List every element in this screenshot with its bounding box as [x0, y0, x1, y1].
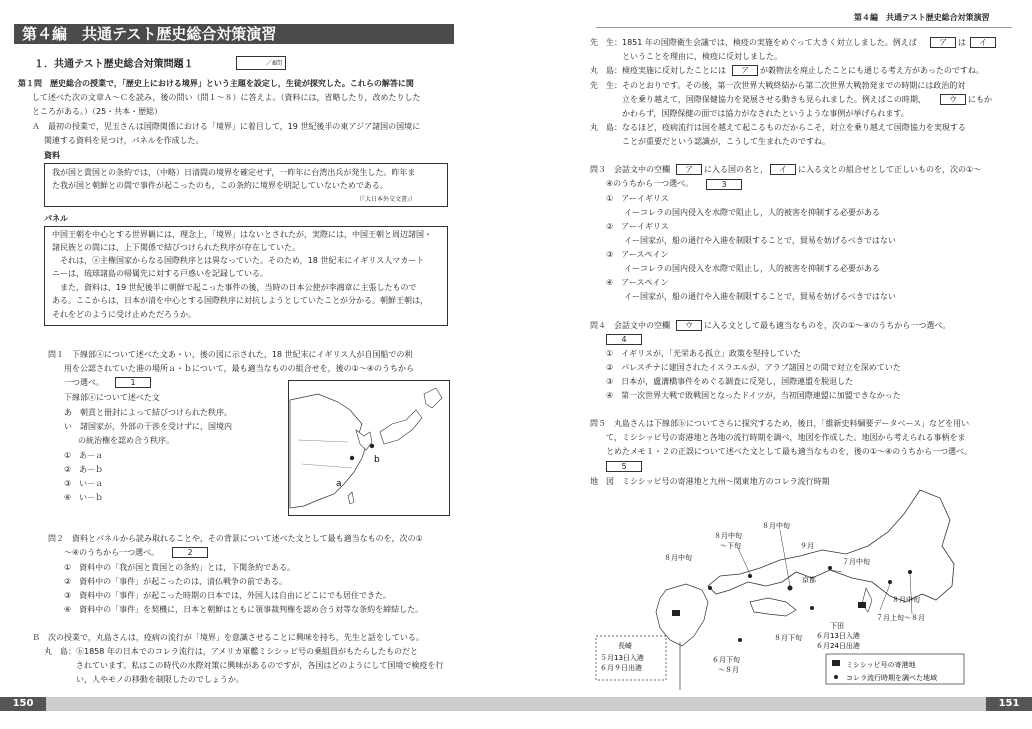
toi4-l1a: 問４ 会話文中の空欄: [590, 321, 670, 330]
dialog-ha: は: [958, 38, 966, 47]
panel-line5: また，資料は，19 世紀後半に朝鮮で起こった事件の後，当時の日本公使が李鴻章に主張したもので: [60, 283, 417, 292]
q1-line3: ところがある。）（25・共本・歴総）: [32, 107, 163, 116]
jmap-shimoda-in: ６月13日入港: [816, 632, 860, 640]
answer-box-5[interactable]: 5: [606, 461, 642, 472]
toi1-a: あ 朝貢と冊封によって結びつけられた秩序。: [64, 408, 232, 417]
jmap-aug-mid-se: ８月中旬: [892, 596, 920, 604]
toi3-l1a: 問３ 会話文中の空欄: [590, 165, 670, 174]
legend-area: コレラ流行時期を調べた地域: [846, 674, 937, 682]
toi5-line1: 問５ 丸島さんは下線部ⓑについてさらに探究するため，後日，「維新史料綱要データベース」などを用い: [590, 419, 970, 428]
jmap-kyoto: 京都: [802, 576, 816, 584]
dialog-m2b: ことが重要だという認識が，こうして生まれたのですね。: [622, 137, 830, 146]
partB-maru1: 丸 島：ⓑ1858 年の日本でのコレラ流行は，アメリカ軍艦ミシシッピ号の乗組員がもたらしたものだと: [44, 647, 418, 656]
shiryo-line2: た我が国と朝鮮との間で事件が起こったのも，この条約に境界を明記していないためである。: [52, 181, 388, 190]
toi2-opt4[interactable]: ④ 資料中の「事件」を契機に，日本と朝鮮はともに領事裁判権を認め合う対等な条約を締結した。: [64, 605, 424, 614]
panel-line4: ニーは，琉球諸島の帰属先に対する戸惑いを記録している。: [52, 269, 268, 278]
toi3-l2: ④のうちから一つ選べ。: [606, 179, 694, 188]
chapter-title: 第４編 共通テスト歴史総合対策演習: [14, 24, 454, 44]
toi4-opt2[interactable]: ② パレスチナに建国されたイスラエルが，アラブ諸国との間で対立を深めていた: [606, 363, 901, 372]
a-line2: 関連する資料を見つけ，パネルを作成した。: [44, 136, 204, 145]
toi1-opt2[interactable]: ② あ－ｂ: [64, 465, 104, 474]
toi3-opt1[interactable]: ① アーイギリス: [606, 194, 669, 203]
toi3-opt3[interactable]: ③ アースペイン: [606, 250, 669, 259]
toi4-blank-u: ウ: [676, 320, 702, 331]
toi3-blank-i: イ: [770, 164, 796, 175]
toi3-opt4[interactable]: ④ アースペイン: [606, 278, 669, 287]
page-bar-right: [516, 697, 986, 711]
toi1-line1: 問１ 下線部ⓐについて述べた文あ・い，後の図に示された，18 世紀末にイギリス人が自国船での利: [48, 350, 413, 359]
toi1-line3: 一つ選べ。: [64, 378, 104, 387]
jmap-ge: ～下旬: [720, 542, 741, 550]
panel-label: パネル: [44, 214, 68, 223]
blank-u: ウ: [940, 94, 966, 105]
shiryo-source: （『大日本外交文書』）: [356, 196, 417, 203]
toi1-opt4[interactable]: ④ い－ｂ: [64, 493, 104, 502]
page-number-left: 150: [0, 697, 46, 711]
partB-maru2: されています。私はこの時代の水際対策に興味があるのですが，各国はどのようにして国境で検疫を行: [76, 661, 444, 670]
dialog-s2a: 先 生：そのとおりです。その後，第一次世界大戦終結から第二次世界大戦勃発までの時期には政治的対: [590, 81, 966, 90]
jmap-sep: ９月: [800, 542, 814, 550]
toi1-opt3[interactable]: ③ い－ａ: [64, 479, 104, 488]
blank-a2: ア: [732, 65, 758, 76]
q1-line2: して述べた次の文章Ａ～Ｃを読み，後の問い（問１～８）に答えよ。（資料には，省略したり，改めたりした: [32, 93, 421, 102]
jmap-jul-mid: ７月中旬: [842, 558, 870, 566]
dialog-s1b: ということを理由に，検疫に反対しました。: [622, 52, 782, 61]
toi2-opt3[interactable]: ③ 資料中の「事件」が起こった時期の日本では，外国人は自由にどこにでも居住できた。: [64, 591, 392, 600]
toi4-opt3[interactable]: ③ 日本が，盧溝橋事件をめぐる調査に反発し，国際連盟を脱退した: [606, 377, 854, 386]
jmap-naga-out: ６月９日出港: [600, 664, 642, 672]
toi3-opt2[interactable]: ② アーイギリス: [606, 222, 669, 231]
dialog-m2a: 丸 島：なるほど，疫病流行は国を越えて起こるものだからこそ，対立を乗り越えて国際協力を実現する: [590, 123, 966, 132]
jmap-jun-late2: ～８月: [718, 666, 739, 674]
blank-a: ア: [930, 37, 956, 48]
jmap-aug-mid-w: ８月中旬: [664, 554, 692, 562]
answer-box-2[interactable]: 2: [172, 547, 208, 558]
dialog-s1a: 先 生：1851 年の国際衛生会議では，検疫の実施をめぐって大きく対立しました。例えば: [590, 38, 917, 47]
a-line1: Ａ 最初の授業で，児玉さんは国際関係における「境界」に着目して，19 世紀後半の東アジア諸国の国境に: [32, 122, 421, 131]
toi5-line2: て，ミシシッピ号の寄港地と各地の流行時期を調べ，地図を作成した。地図から考えられる事柄をま: [606, 433, 966, 442]
toi1-sub: 下線部ⓐについて述べた文: [64, 393, 160, 402]
toi2-line2: ～④のうちから一つ選べ。: [64, 548, 160, 557]
toi5-line3: とめたメモ１・２の正誤について述べた文として最も適当なものを，後の①～④のうちから一つ選べ。: [606, 447, 973, 456]
right-page: [516, 0, 1032, 729]
toi3-opt2b: イー国家が，船の通行や入港を制限することで，貿易を妨げるべきではない: [624, 236, 896, 245]
jmap-shimoda: 下田: [830, 622, 844, 630]
jmap-naga-in: ５月13日入港: [600, 654, 644, 662]
dialog-s2d: かわらず，国際保健の面では協力がなされたというような事例が挙げられます。: [622, 109, 909, 118]
east-asia-map: [288, 380, 450, 516]
toi4-opt4[interactable]: ④ 第一次世界大戦で敗戦国となったドイツが，当初国際連盟に加盟できなかった: [606, 391, 901, 400]
q1-head: 第１問 歴史総合の授業で，「歴史上における境界」という主題を設定し，生徒が探究した。これらの解答に関: [18, 79, 414, 88]
toi3-opt4b: イー国家が，船の通行や入港を制限することで，貿易を妨げるべきではない: [624, 292, 896, 301]
map-title: 地 図 ミシシッピ号の寄港地と九州～関東地方のコレラ流行時期: [590, 477, 830, 486]
toi3-opt1b: イーコレラの国内侵入を水際で阻止し，人的被害を抑制する必要がある: [624, 208, 880, 217]
running-header: 第４編 共通テスト歴史総合対策演習: [854, 13, 990, 22]
score-box: ／8問: [236, 56, 286, 70]
toi2-opt2[interactable]: ② 資料中の「事件」が起こったのは，清仏戦争の前である。: [64, 577, 288, 586]
blank-i: イ: [970, 37, 996, 48]
section-title: １．共通テスト歴史総合対策問題１: [34, 59, 194, 70]
dialog-m1a: 丸 島：検疫実施に反対したことには: [590, 66, 726, 75]
jmap-aug-late: ８月下旬: [774, 634, 802, 642]
map-label-a: a: [336, 479, 342, 489]
dialog-m1b: が穀物法を廃止したことにも通じる考え方があったのですね。: [760, 66, 984, 75]
shiryo-line1: 我が国と貴国との条約では，（中略）日清間の境界を確定せず，一昨年に台湾出兵が発生した。昨年ま: [52, 168, 416, 177]
partB-maru3: い，人やモノの移動を制限したのでしょうか。: [76, 675, 244, 684]
page-number-right: 151: [986, 697, 1032, 711]
dialog-s2b: 立を乗り越えて，国際保健協力を発展させる動きも見られました。例えばこの時期，: [622, 95, 926, 104]
toi4-opt1[interactable]: ① イギリスが，「光栄ある孤立」政策を堅持していた: [606, 349, 802, 358]
japan-cholera-map: [590, 490, 1010, 690]
jmap-aug-early: ７月上旬～８月: [876, 614, 925, 622]
shiryo-label: 資料: [44, 151, 60, 160]
panel-line2: 諸民族との間には，上下関係で結びつけられた秩序が存在していた。: [52, 243, 300, 252]
partB-line1: Ｂ 次の授業で，丸島さんは，疫病の流行が「境界」を意識させることに興味を持ち，先生と話をしている。: [32, 633, 424, 642]
dialog-s2c: にもか: [968, 95, 992, 104]
header-rule: [596, 27, 1012, 28]
toi3-l1b: に入る国の名と，: [704, 165, 768, 174]
answer-box-3[interactable]: 3: [706, 179, 742, 190]
panel-line1: 中国王朝を中心とする世界観には，理念上，「境界」はないとされたが，実際には，中国王朝と周辺諸国・: [52, 230, 432, 239]
legend-port: ミシシッピ号の寄港地: [846, 661, 916, 669]
page-bar-left: [46, 697, 516, 711]
toi1-i2: の統治権を認め合う秩序。: [78, 436, 174, 445]
toi4-l1b: に入る文として最も適当なものを，次の①～④のうちから一つ選べ。: [704, 321, 951, 330]
toi1-i: い 諸国家が，外部の干渉を受けずに，国境内: [64, 422, 232, 431]
answer-box-1[interactable]: 1: [115, 377, 151, 388]
toi2-line1: 問２ 資料とパネルから読み取れることや，その背景について述べた文として最も適当なものを，次の①: [48, 534, 423, 543]
toi1-opt1[interactable]: ① あ－ａ: [64, 451, 104, 460]
jmap-aug-mid-top: ８月中旬: [762, 522, 790, 530]
map-label-b: b: [374, 455, 380, 465]
jmap-shimoda-out: ６月24日出港: [816, 642, 860, 650]
panel-line7: それをどのように受け止めただろうか。: [52, 310, 196, 319]
toi3-l1c: に入る文との組合せとして正しいものを，次の①～: [798, 165, 982, 174]
toi3-blank-a: ア: [676, 164, 702, 175]
answer-box-4[interactable]: 4: [606, 334, 642, 345]
panel-line3: それは，ⓐ主権国家からなる国際秩序とは異なっていた。そのため，18 世紀末にイギリス人マカート: [60, 256, 425, 265]
panel-line6: ある。ここからは，日本が清を中心とする国際秩序に対抗しようとしていたことが分かる。朝鮮王朝は，: [52, 296, 428, 305]
toi2-opt1[interactable]: ① 資料中の「我が国と貴国との条約」とは，下関条約である。: [64, 563, 296, 572]
toi1-line2: 用を公認されていた港の場所ａ・ｂについて，最も適当なものの組合せを，後の①～④のうちから: [64, 364, 415, 373]
jmap-nagasaki: 長崎: [618, 642, 632, 650]
jmap-jun-late: ６月下旬: [712, 656, 740, 664]
toi3-opt3b: イーコレラの国内侵入を水際で阻止し，人的被害を抑制する必要がある: [624, 264, 880, 273]
jmap-aug-mid-ge: ８月中旬: [714, 532, 742, 540]
